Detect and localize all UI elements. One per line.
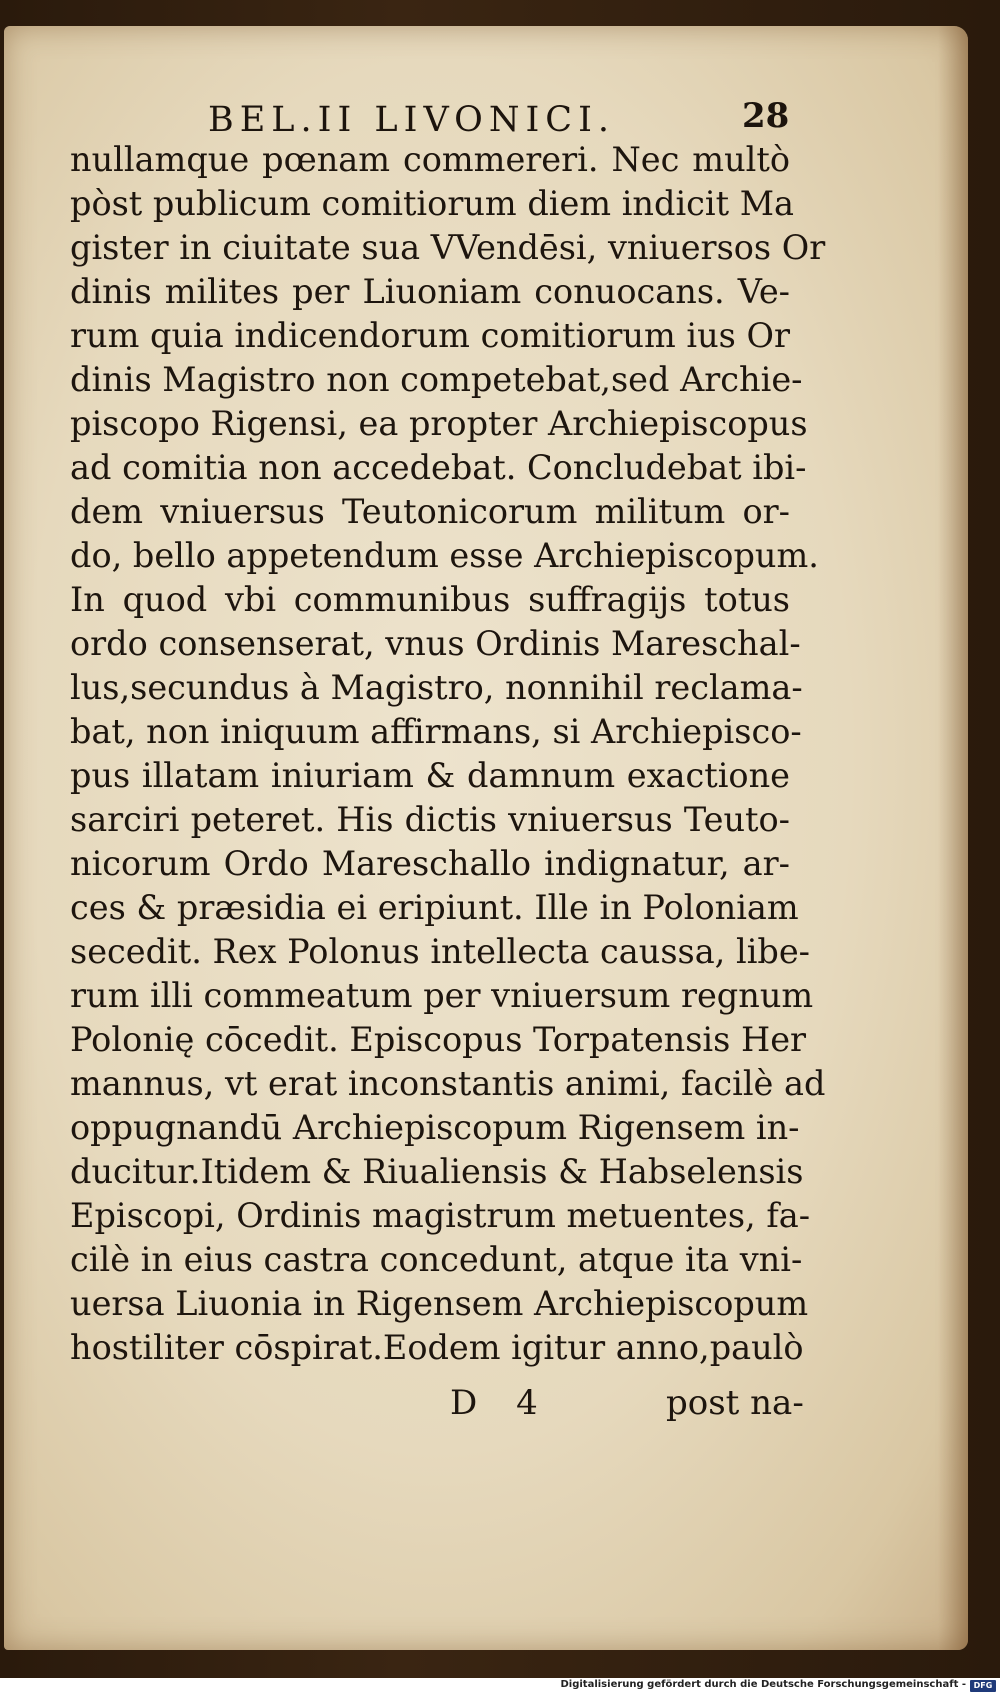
funding-credit: Digitalisierung gefördert durch die Deutsche Forschungsgemeinschaft - [560,1679,966,1690]
text-line: Polonię cōcedit. Episcopus Torpatensis Her [70,1020,807,1059]
text-line: piscopo Rigensi, ea propter Archiepiscopus [70,404,808,443]
text-line: oppugnandū Archiepiscopum Rigensem in- [70,1108,800,1147]
text-line: ces & præsidia ei eripiunt. Ille in Poloniam [70,888,799,927]
catchword: post na- [666,1383,804,1423]
text-line: In quod vbi communibus suffragijs totus [70,580,790,619]
page-edge-shadow [938,26,968,1650]
text-line: mannus, vt erat inconstantis animi, facilè ad [70,1064,826,1103]
text-line: do, bello appetendum esse Archiepiscopum. [70,536,819,575]
text-line: pòst publicum comitiorum diem indicit Ma [70,184,795,223]
running-head: BEL.II LIVONICI. [208,100,616,140]
text-line: lus,secundus à Magistro, nonnihil reclama- [70,668,803,707]
text-line: rum quia indicendorum comitiorum ius Or [70,316,790,355]
text-line: bat, non iniquum affirmans, si Archiepisco- [70,712,802,751]
text-line: ad comitia non accedebat. Concludebat ibi- [70,448,807,487]
text-line: hostiliter cōspirat.Eodem igitur anno,paulò [70,1328,804,1367]
text-line: cilè in eius castra concedunt, atque ita vni- [70,1240,803,1279]
signature-mark: D 4 [450,1383,552,1423]
footer-bar [0,1678,1000,1695]
body-text [70,138,826,1370]
text-line: nicorum Ordo Mareschallo indignatur, ar- [70,844,790,883]
text-line: secedit. Rex Polonus intellecta caussa, libe- [70,932,810,971]
page-number: 28 [742,96,790,136]
text-line: Episcopi, Ordinis magistrum metuentes, fa- [70,1196,811,1235]
text-line: ducitur.Itidem & Riualiensis & Habselensis [70,1152,804,1191]
text-line: uersa Liuonia in Rigensem Archiepiscopum [70,1284,809,1323]
text-line: sarciri peteret. His dictis vniuersus Teuto- [70,800,790,839]
text-line: dinis Magistro non competebat,sed Archie- [70,360,803,399]
text-line: rum illi commeatum per vniuersum regnum [70,976,814,1015]
text-line: gister in ciuitate sua VVendēsi, vniuersos Or [70,228,826,267]
dfg-logo-icon: DFG [970,1680,996,1692]
text-line: pus illatam iniuriam & damnum exactione [70,756,790,795]
text-line: dem vniuersus Teutonicorum militum or- [70,492,790,531]
text-line: nullamque pœnam commereri. Nec multò [70,140,790,179]
text-line: ordo consenserat, vnus Ordinis Mareschal- [70,624,801,663]
text-line: dinis milites per Liuoniam conuocans. Ve- [70,272,790,311]
